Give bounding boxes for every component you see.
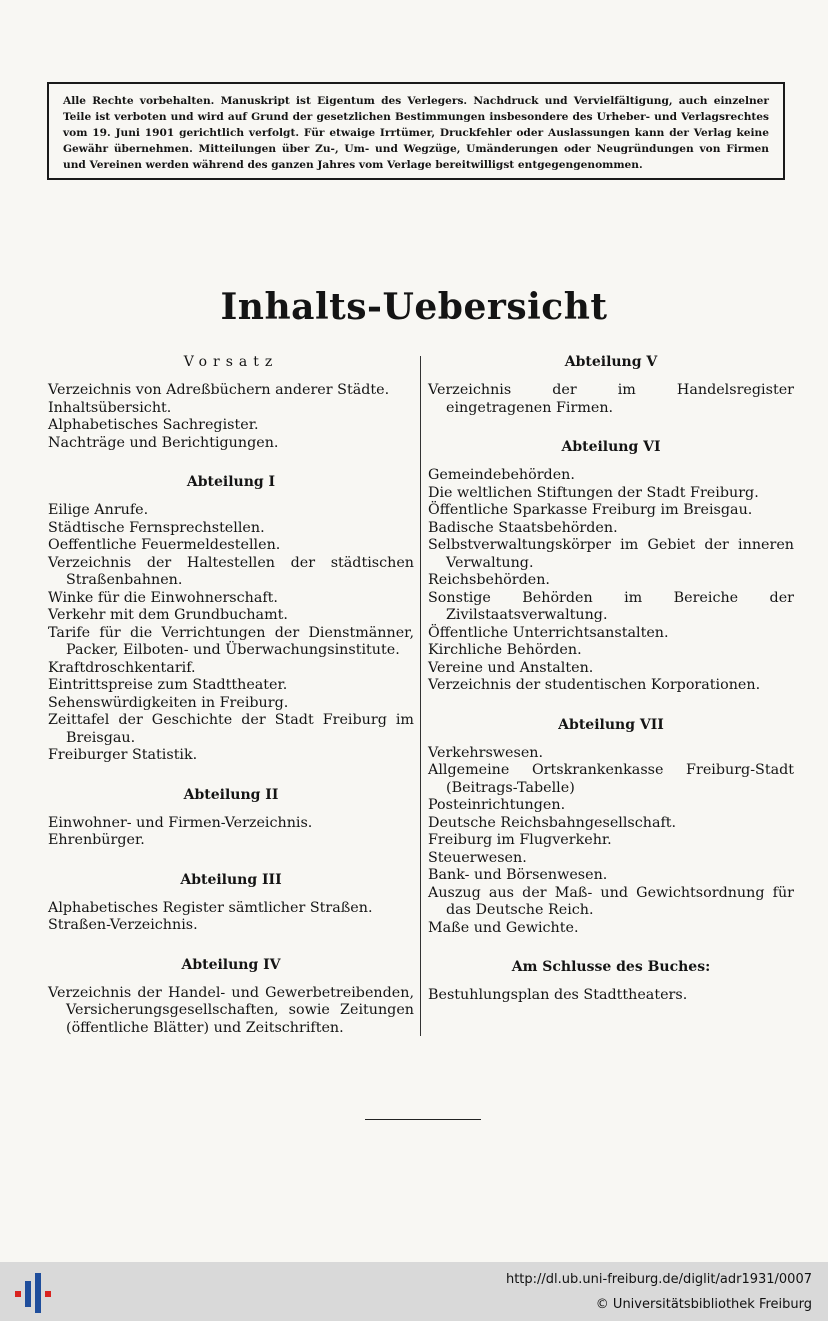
toc-section <box>48 872 414 935</box>
toc-entry: Nachträge und Berichtigungen. <box>48 434 279 451</box>
toc-entry: Kraftdroschkentarif. <box>48 659 196 676</box>
toc-section <box>428 354 794 417</box>
section-heading: Vorsatz <box>183 354 279 370</box>
section-heading: Abteilung II <box>183 786 279 803</box>
toc-entry: Sehenswürdigkeiten in Freiburg. <box>48 694 289 711</box>
toc-section <box>48 354 414 452</box>
toc-section <box>428 717 794 938</box>
copyright-notice-box <box>47 82 785 180</box>
toc-entry: Die weltlichen Stiftungen der Stadt Freiburg. <box>428 484 759 501</box>
section-heading: Abteilung I <box>186 474 276 490</box>
copyright-notice-text: Alle Rechte vorbehalten. Manuskript ist Eigentum des Verlegers. Nachdruck und Vervielfältigung, auch einzelner Teile ist verboten und wird auf Grund der gesetzlichen Bestimmungen insbesondere des Urheber- und Verlagsrechtes vom 19. Juni 1901 gerichtlich verfolgt. Für etwaige Irrtümer, Druckfehler oder Auslassungen kann der Verlag keine Gewähr übernehmen. Mitteilungen über Zu-, Um- und Wegzüge, Umänderungen oder Neugründungen von Firmen und Vereinen werden während des ganzen Jahres vom Verlage bereitwilligst entgegengenommen. <box>63 95 769 171</box>
ub-freiburg-logo-icon[interactable] <box>13 1273 53 1313</box>
toc-section <box>48 474 414 765</box>
toc-section <box>48 787 414 850</box>
toc-entry: Auszug aus der Maß- und Gewichtsordnung für das Deutsche Reich. <box>428 884 794 918</box>
toc-entry: Steuerwesen. <box>428 849 527 866</box>
section-heading: Abteilung V <box>564 354 658 370</box>
copyright-label: © Universitätsbibliothek Freiburg <box>595 1297 812 1312</box>
toc-entry: Posteinrichtungen. <box>428 797 566 813</box>
section-heading: Abteilung IV <box>181 956 281 973</box>
toc-entry: Freiburger Statistik. <box>48 747 198 763</box>
toc-entry: Oeffentliche Feuermeldestellen. <box>48 537 281 553</box>
toc-section <box>428 959 794 1005</box>
toc-entry: Eilige Anrufe. <box>48 502 149 518</box>
toc-entry: Verkehr mit dem Grundbuchamt. <box>48 607 288 623</box>
footer-bar <box>0 1262 828 1321</box>
toc-section <box>48 957 414 1038</box>
toc-entry: Tarife für die Verrichtungen der Dienstmänner, Packer, Eilboten- und Überwachungsinstitute. <box>48 624 414 658</box>
toc-entry: Bestuhlungsplan des Stadttheaters. <box>428 987 688 1003</box>
toc-entry: Einwohner- und Firmen-Verzeichnis. <box>48 814 313 831</box>
right-column <box>428 354 794 1027</box>
toc-entry: Deutsche Reichsbahngesellschaft. <box>428 814 677 831</box>
toc-entry: Winke für die Einwohnerschaft. <box>48 589 278 606</box>
page-title: Inhalts-Uebersicht <box>220 286 608 328</box>
toc-entry: Freiburg im Flugverkehr. <box>428 832 612 848</box>
section-heading: Abteilung III <box>180 871 282 888</box>
source-url-link[interactable]: http://dl.ub.uni-freiburg.de/diglit/adr1931/0007 <box>505 1272 812 1287</box>
section-heading: Am Schlusse des Buches: <box>511 959 711 975</box>
toc-entry: Sonstige Behörden im Bereiche der Zivilstaatsverwaltung. <box>428 589 794 623</box>
toc-entry: Selbstverwaltungskörper im Gebiet der inneren Verwaltung. <box>428 537 794 571</box>
section-heading: Abteilung VI <box>561 439 661 455</box>
toc-entry: Vereine und Anstalten. <box>428 659 594 676</box>
toc-entry: Städtische Fernsprechstellen. <box>48 519 265 536</box>
toc-entry: Allgemeine Ortskrankenkasse Freiburg-Stadt (Beitrags-Tabelle) <box>428 762 794 796</box>
toc-entry: Verzeichnis der Handel- und Gewerbetreibenden, Versicherungsgesellschaften, sowie Zeitungen (öffentliche Blätter) und Zeitschriften. <box>48 984 414 1036</box>
toc-entry: Bank- und Börsenwesen. <box>428 867 608 883</box>
toc-entry: Verzeichnis der Haltestellen der städtischen Straßenbahnen. <box>48 554 414 588</box>
column-divider <box>420 356 421 1036</box>
end-rule <box>365 1119 481 1120</box>
toc-entry: Straßen-Verzeichnis. <box>48 917 198 933</box>
toc-entry: Reichsbehörden. <box>428 572 550 588</box>
section-heading: Abteilung VII <box>558 716 664 733</box>
toc-entry: Ehrenbürger. <box>48 832 145 848</box>
toc-entry: Zeittafel der Geschichte der Stadt Freiburg im Breisgau. <box>48 712 414 746</box>
toc-section <box>428 439 794 695</box>
toc-entry: Verkehrswesen. <box>428 744 544 761</box>
toc-entry: Gemeindebehörden. <box>428 467 575 483</box>
toc-entry: Öffentliche Sparkasse Freiburg im Breisgau. <box>428 502 753 518</box>
toc-entry: Eintrittspreise zum Stadttheater. <box>48 677 288 693</box>
toc-entry: Kirchliche Behörden. <box>428 642 582 658</box>
toc-entry: Badische Staatsbehörden. <box>428 519 618 536</box>
toc-entry: Maße und Gewichte. <box>428 919 579 936</box>
toc-entry: Verzeichnis von Adreßbüchern anderer Städte. <box>48 382 390 398</box>
left-column <box>48 354 414 1059</box>
toc-entry: Alphabetisches Sachregister. <box>48 417 259 433</box>
toc-entry: Verzeichnis der studentischen Korporationen. <box>428 677 761 693</box>
toc-entry: Inhaltsübersicht. <box>48 399 172 416</box>
toc-entry: Verzeichnis der im Handelsregister eingetragenen Firmen. <box>428 382 794 416</box>
toc-entry: Öffentliche Unterrichtsanstalten. <box>428 624 669 641</box>
toc-entry: Alphabetisches Register sämtlicher Straßen. <box>48 899 373 916</box>
